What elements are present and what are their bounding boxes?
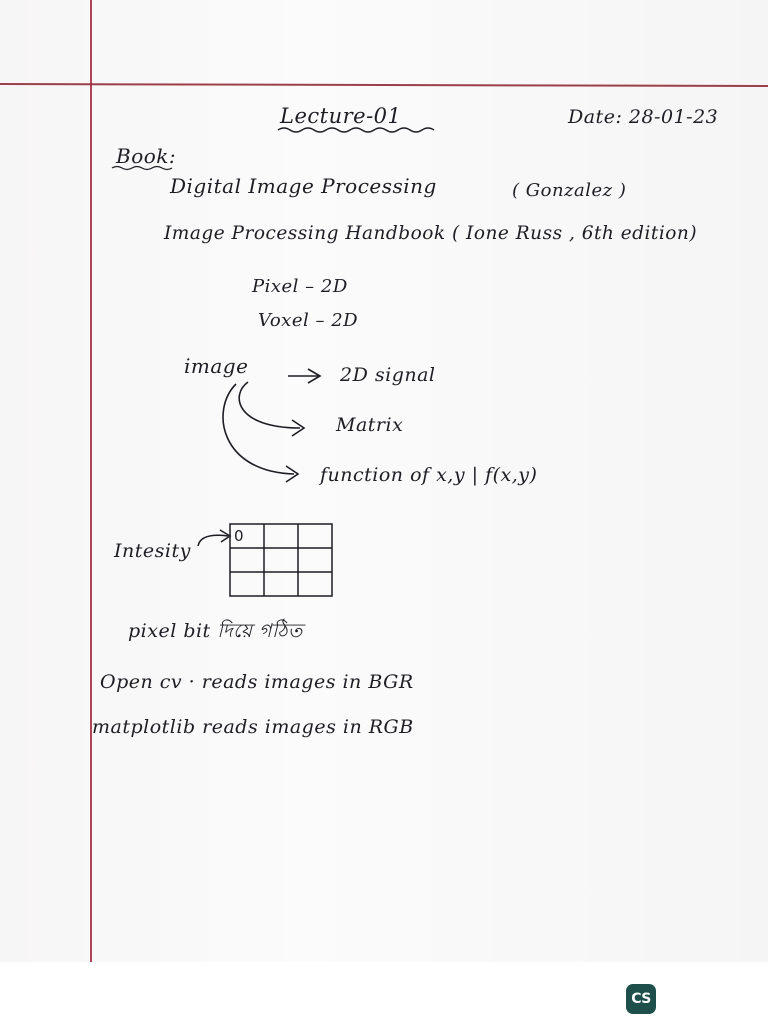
camscanner-logo-text: CS: [631, 991, 651, 1007]
lecture-title: Lecture-01: [280, 104, 402, 128]
arrow-to-signal: [288, 369, 320, 383]
grid-cell-value: 0: [234, 527, 244, 545]
opencv-note: Open cv · reads images in BGR: [100, 671, 414, 693]
arrow-to-cell: [198, 530, 230, 546]
matrix-label: Matrix: [336, 414, 404, 436]
camscanner-logo: [626, 984, 656, 1014]
image-word: image: [184, 354, 249, 378]
pixel-term: Pixel – 2D: [252, 276, 348, 297]
arrow-to-function: [223, 384, 298, 482]
title-underline: [278, 128, 434, 132]
voxel-term: Voxel – 2D: [258, 310, 359, 331]
function-label: function of x,y | f(x,y): [320, 464, 538, 486]
matplotlib-note: matplotlib reads images in RGB: [92, 716, 414, 738]
book-line-2: Image Processing Handbook ( Ione Russ , 6th edition): [164, 223, 698, 244]
book-heading: Book:: [116, 144, 177, 168]
signal-label: 2D signal: [340, 364, 436, 386]
lecture-date: Date: 28-01-23: [568, 106, 719, 128]
pixel-bit-note: pixel bit দিয়ে গঠিত: [128, 620, 303, 642]
book-underline: [112, 167, 172, 170]
book-line-1-author: ( Gonzalez ): [512, 180, 627, 201]
arrow-to-matrix: [239, 382, 304, 436]
book-line-1: Digital Image Processing: [170, 174, 437, 198]
intensity-label: Intesity: [114, 540, 191, 562]
pixel-grid: [230, 524, 332, 596]
